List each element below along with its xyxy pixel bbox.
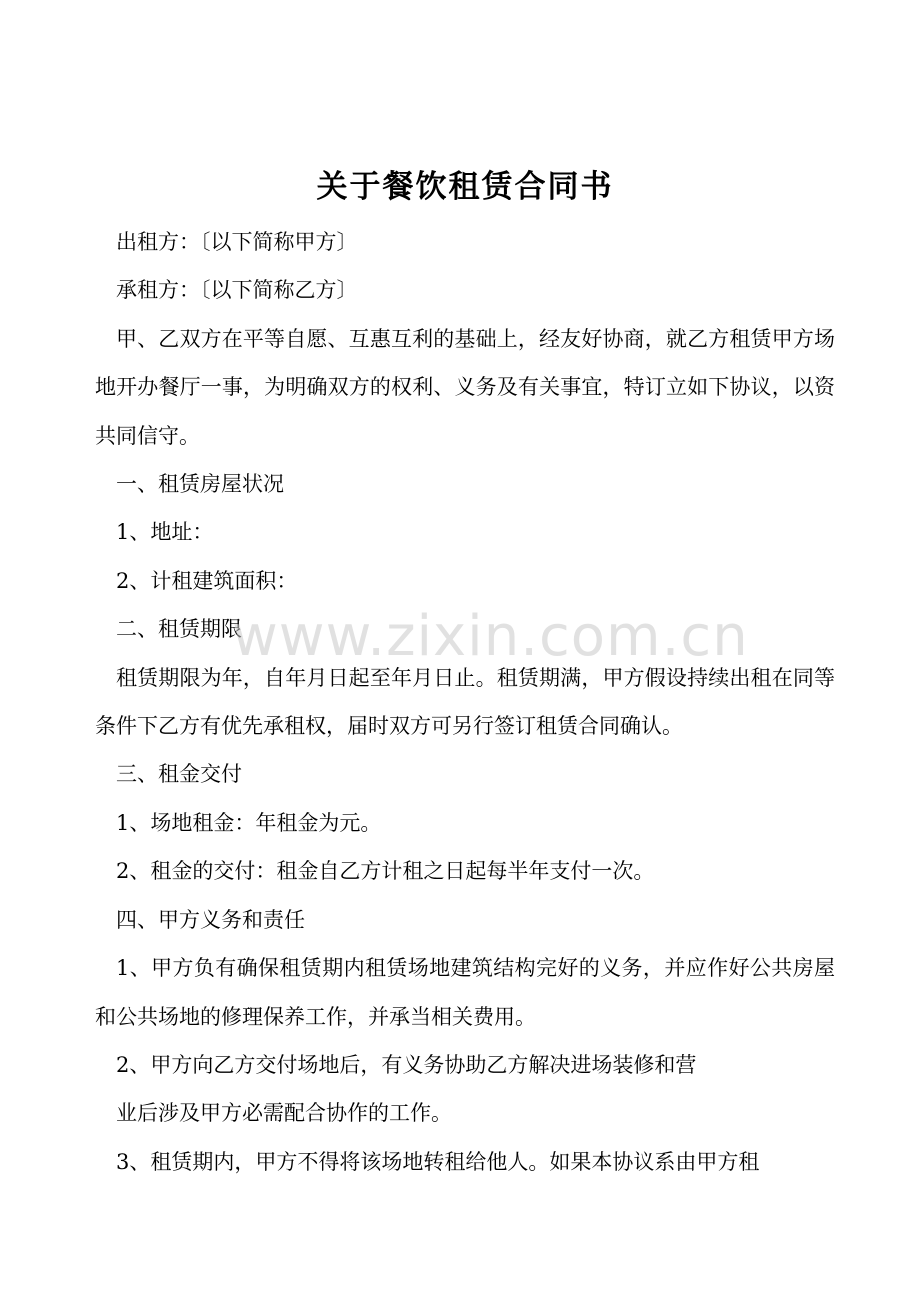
section-heading-2: 二、租赁期限 <box>116 617 242 642</box>
section-heading-4: 四、甲方义务和责任 <box>116 907 305 932</box>
clause-lessor-duty-2-continued: 业后涉及甲方必需配合协作的工作。 <box>116 1101 452 1126</box>
clause-lessor-duty-1: 1、甲方负有确保租赁期内租赁场地建筑结构完好的义务，并应作好公共房屋和公共场地的修理保养工作，并承当相关费用。 <box>95 956 835 1029</box>
section-heading-3: 三、租金交付 <box>116 762 242 787</box>
clause-area: 2、计租建筑面积： <box>116 568 298 593</box>
section-heading-1: 一、租赁房屋状况 <box>116 472 284 497</box>
clause-lessor-duty-2: 2、甲方向乙方交付场地后，有义务协助乙方解决进场装修和营 <box>116 1052 697 1077</box>
clause-rent: 1、场地租金：年租金为元。 <box>116 810 382 835</box>
document-title: 关于餐饮租赁合同书 <box>316 169 614 205</box>
contract-document <box>95 160 835 1186</box>
clause-rent-payment: 2、租金的交付：租金自乙方计租之日起每半年支付一次。 <box>116 859 655 884</box>
clause-lessor-duty-3: 3、租赁期内，甲方不得将该场地转租给他人。如果本协议系由甲方租 <box>116 1149 760 1174</box>
clause-address: 1、地址： <box>116 520 214 545</box>
lease-term-paragraph: 租赁期限为年，自年月日起至年月日止。租赁期满，甲方假设持续出租在同等条件下乙方有优先承租权，届时双方可另行签订租赁合同确认。 <box>95 665 835 739</box>
lessor-line: 出租方：〔以下简称甲方〕 <box>116 230 358 254</box>
lessee-line: 承租方：〔以下简称乙方〕 <box>116 278 358 303</box>
watermark-text: www.zixin.com.cn <box>232 604 749 669</box>
preamble-paragraph: 甲、乙双方在平等自愿、互惠互利的基础上，经友好协商，就乙方租赁甲方场地开办餐厅一事，为明确双方的权利、义务及有关事宜，特订立如下协议，以资共同信守。 <box>95 326 835 448</box>
